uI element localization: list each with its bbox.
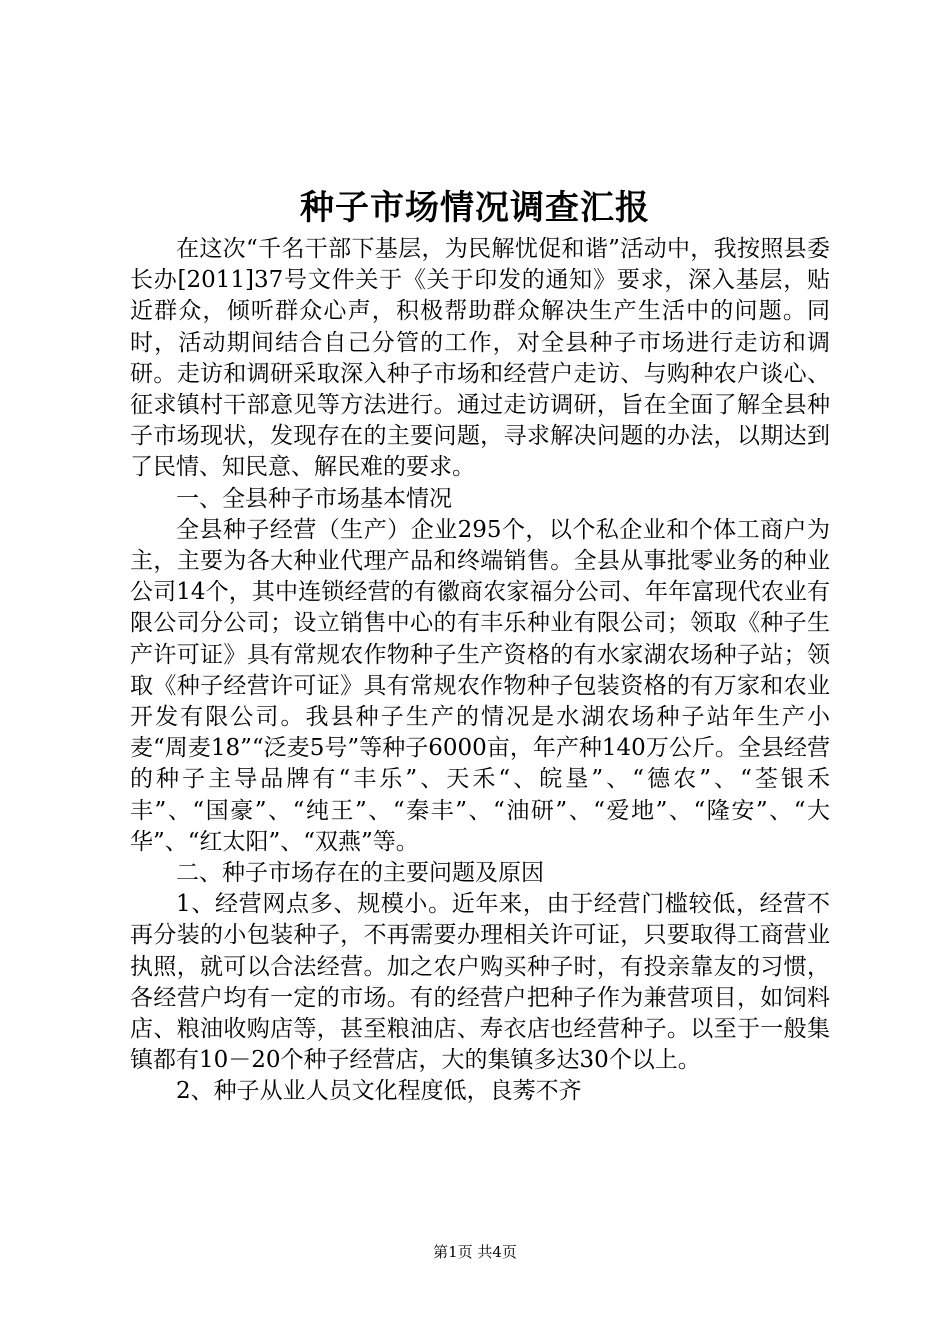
document-body [130,234,830,1108]
section-heading-2: 二、种子市场存在的主要问题及原因 [176,860,544,887]
document-title: 种子市场情况调查汇报 [300,188,650,228]
problem-2-heading: 2、种子从业人员文化程度低，良莠不齐 [176,1078,582,1105]
section-heading-1: 一、全县种子市场基本情况 [176,485,452,512]
intro-paragraph: 在这次“千名干部下基层，为民解忧促和谐”活动中，我按照县委长办[2011]37号文件关于《关于印发的通知》要求，深入基层，贴近群众，倾听群众心声，积极帮助群众解决生产生活中的问题。同时，活动期间结合自己分管的工作，对全县种子市场进行走访和调研。走访和调研采取深入种子市场和经营户走访、与购种农户谈心、征求镇村干部意见等方法进行。通过走访调研，旨在全面了解全县种子市场现状，发现存在的主要问题，寻求解决问题的办法，以期达到了民情、知民意、解民难的要求。 [130,236,830,481]
basic-situation-paragraph: 全县种子经营（生产）企业295个，以个私企业和个体工商户为主，主要为各大种业代理产品和终端销售。全县从事批零业务的种业公司14个，其中连锁经营的有徽商农家福分公司、年年富现代农业有限公司分公司；设立销售中心的有丰乐种业有限公司；领取《种子生产许可证》具有常规农作物种子生产资格的有水家湖农场种子站；领取《种子经营许可证》具有常规农作物种子包装资格的有万家和农业开发有限公司。我县种子生产的情况是水湖农场种子站年生产小麦“周麦18”“泛麦5号”等种子6000亩，年产种140万公斤。全县经营的种子主导品牌有“丰乐”、天禾“、皖垦”、“德农”、“荃银禾丰”、“国豪”、“纯王”、“秦丰”、“油研”、“爱地”、“隆安”、“大华”、“红太阳”、“双燕”等。 [130,516,830,855]
page-number-footer: 第1页 共4页 [433,1243,517,1261]
problem-1-paragraph: 1、经营网点多、规模小。近年来，由于经营门槛较低，经营不再分装的小包装种子，不再需要办理相关许可证，只要取得工商营业执照，就可以合法经营。加之农户购买种子时，有投亲靠友的习惯，各经营户均有一定的市场。有的经营户把种子作为兼营项目，如饲料店、粮油收购店等，甚至粮油店、寿衣店也经营种子。以至于一般集镇都有10－20个种子经营店，大的集镇多达30个以上。 [130,891,830,1074]
